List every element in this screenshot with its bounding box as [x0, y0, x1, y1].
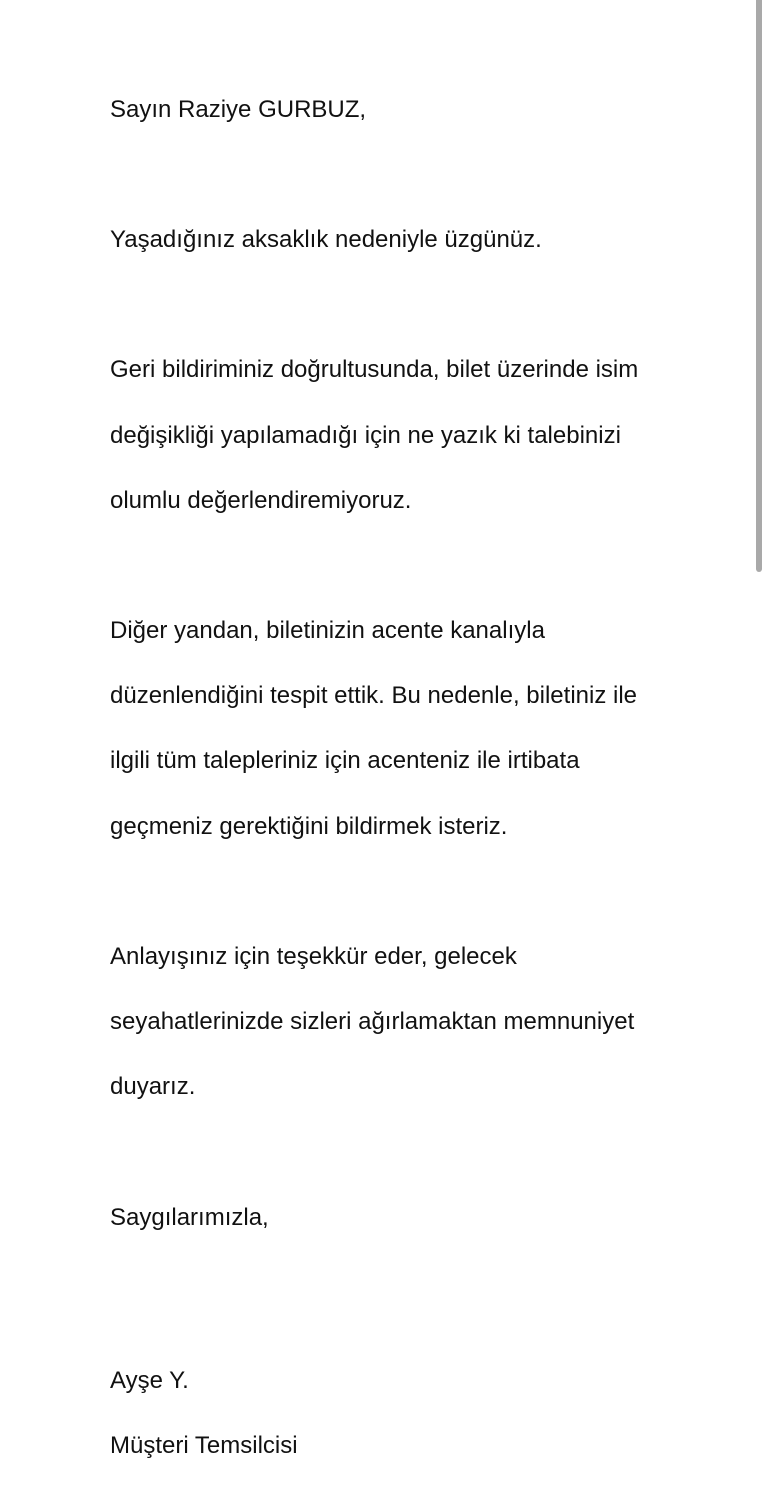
paragraph-decision [110, 322, 740, 550]
closing [110, 1169, 740, 1267]
signature-title: Müşteri Temsilcisi [110, 1431, 298, 1459]
paragraph-line: geçmeniz gerektiğini bildirmek isteriz. [110, 812, 508, 840]
signature-block [110, 1332, 740, 1495]
paragraph-agency [110, 583, 740, 876]
paragraph-apology [110, 191, 740, 289]
closing-text: Saygılarımızla, [110, 1203, 269, 1231]
paragraph-line: değişikliği yapılamadığı için ne yazık ki talebinizi [110, 421, 621, 449]
paragraph-line: Yaşadığınız aksaklık nedeniyle üzgünüz. [110, 225, 542, 253]
signature-name: Ayşe Y. [110, 1366, 189, 1394]
paragraph-line: Geri bildiriminiz doğrultusunda, bilet üzerinde isim [110, 356, 639, 384]
paragraph-line: ilgili tüm talepleriniz için acenteniz ile irtibata [110, 747, 580, 775]
salutation-text: Sayın Raziye GURBUZ, [110, 95, 367, 123]
signature-spacer [110, 1267, 740, 1332]
paragraph-line: düzenlendiğini tespit ettik. Bu nedenle, biletiniz ile [110, 682, 638, 710]
letter-body [110, 61, 740, 1495]
paragraph-line: Diğer yandan, biletinizin acente kanalıyla [110, 617, 545, 645]
paragraph-line: seyahatlerinizde sizleri ağırlamaktan memnuniyet [110, 1008, 635, 1036]
vertical-scrollbar-thumb[interactable] [756, 0, 762, 572]
paragraph-line: Anlayışınız için teşekkür eder, gelecek [110, 943, 517, 971]
paragraph-thanks [110, 908, 740, 1136]
salutation [110, 61, 740, 159]
paragraph-line: olumlu değerlendiremiyoruz. [110, 486, 412, 514]
paragraph-line: duyarız. [110, 1073, 196, 1101]
